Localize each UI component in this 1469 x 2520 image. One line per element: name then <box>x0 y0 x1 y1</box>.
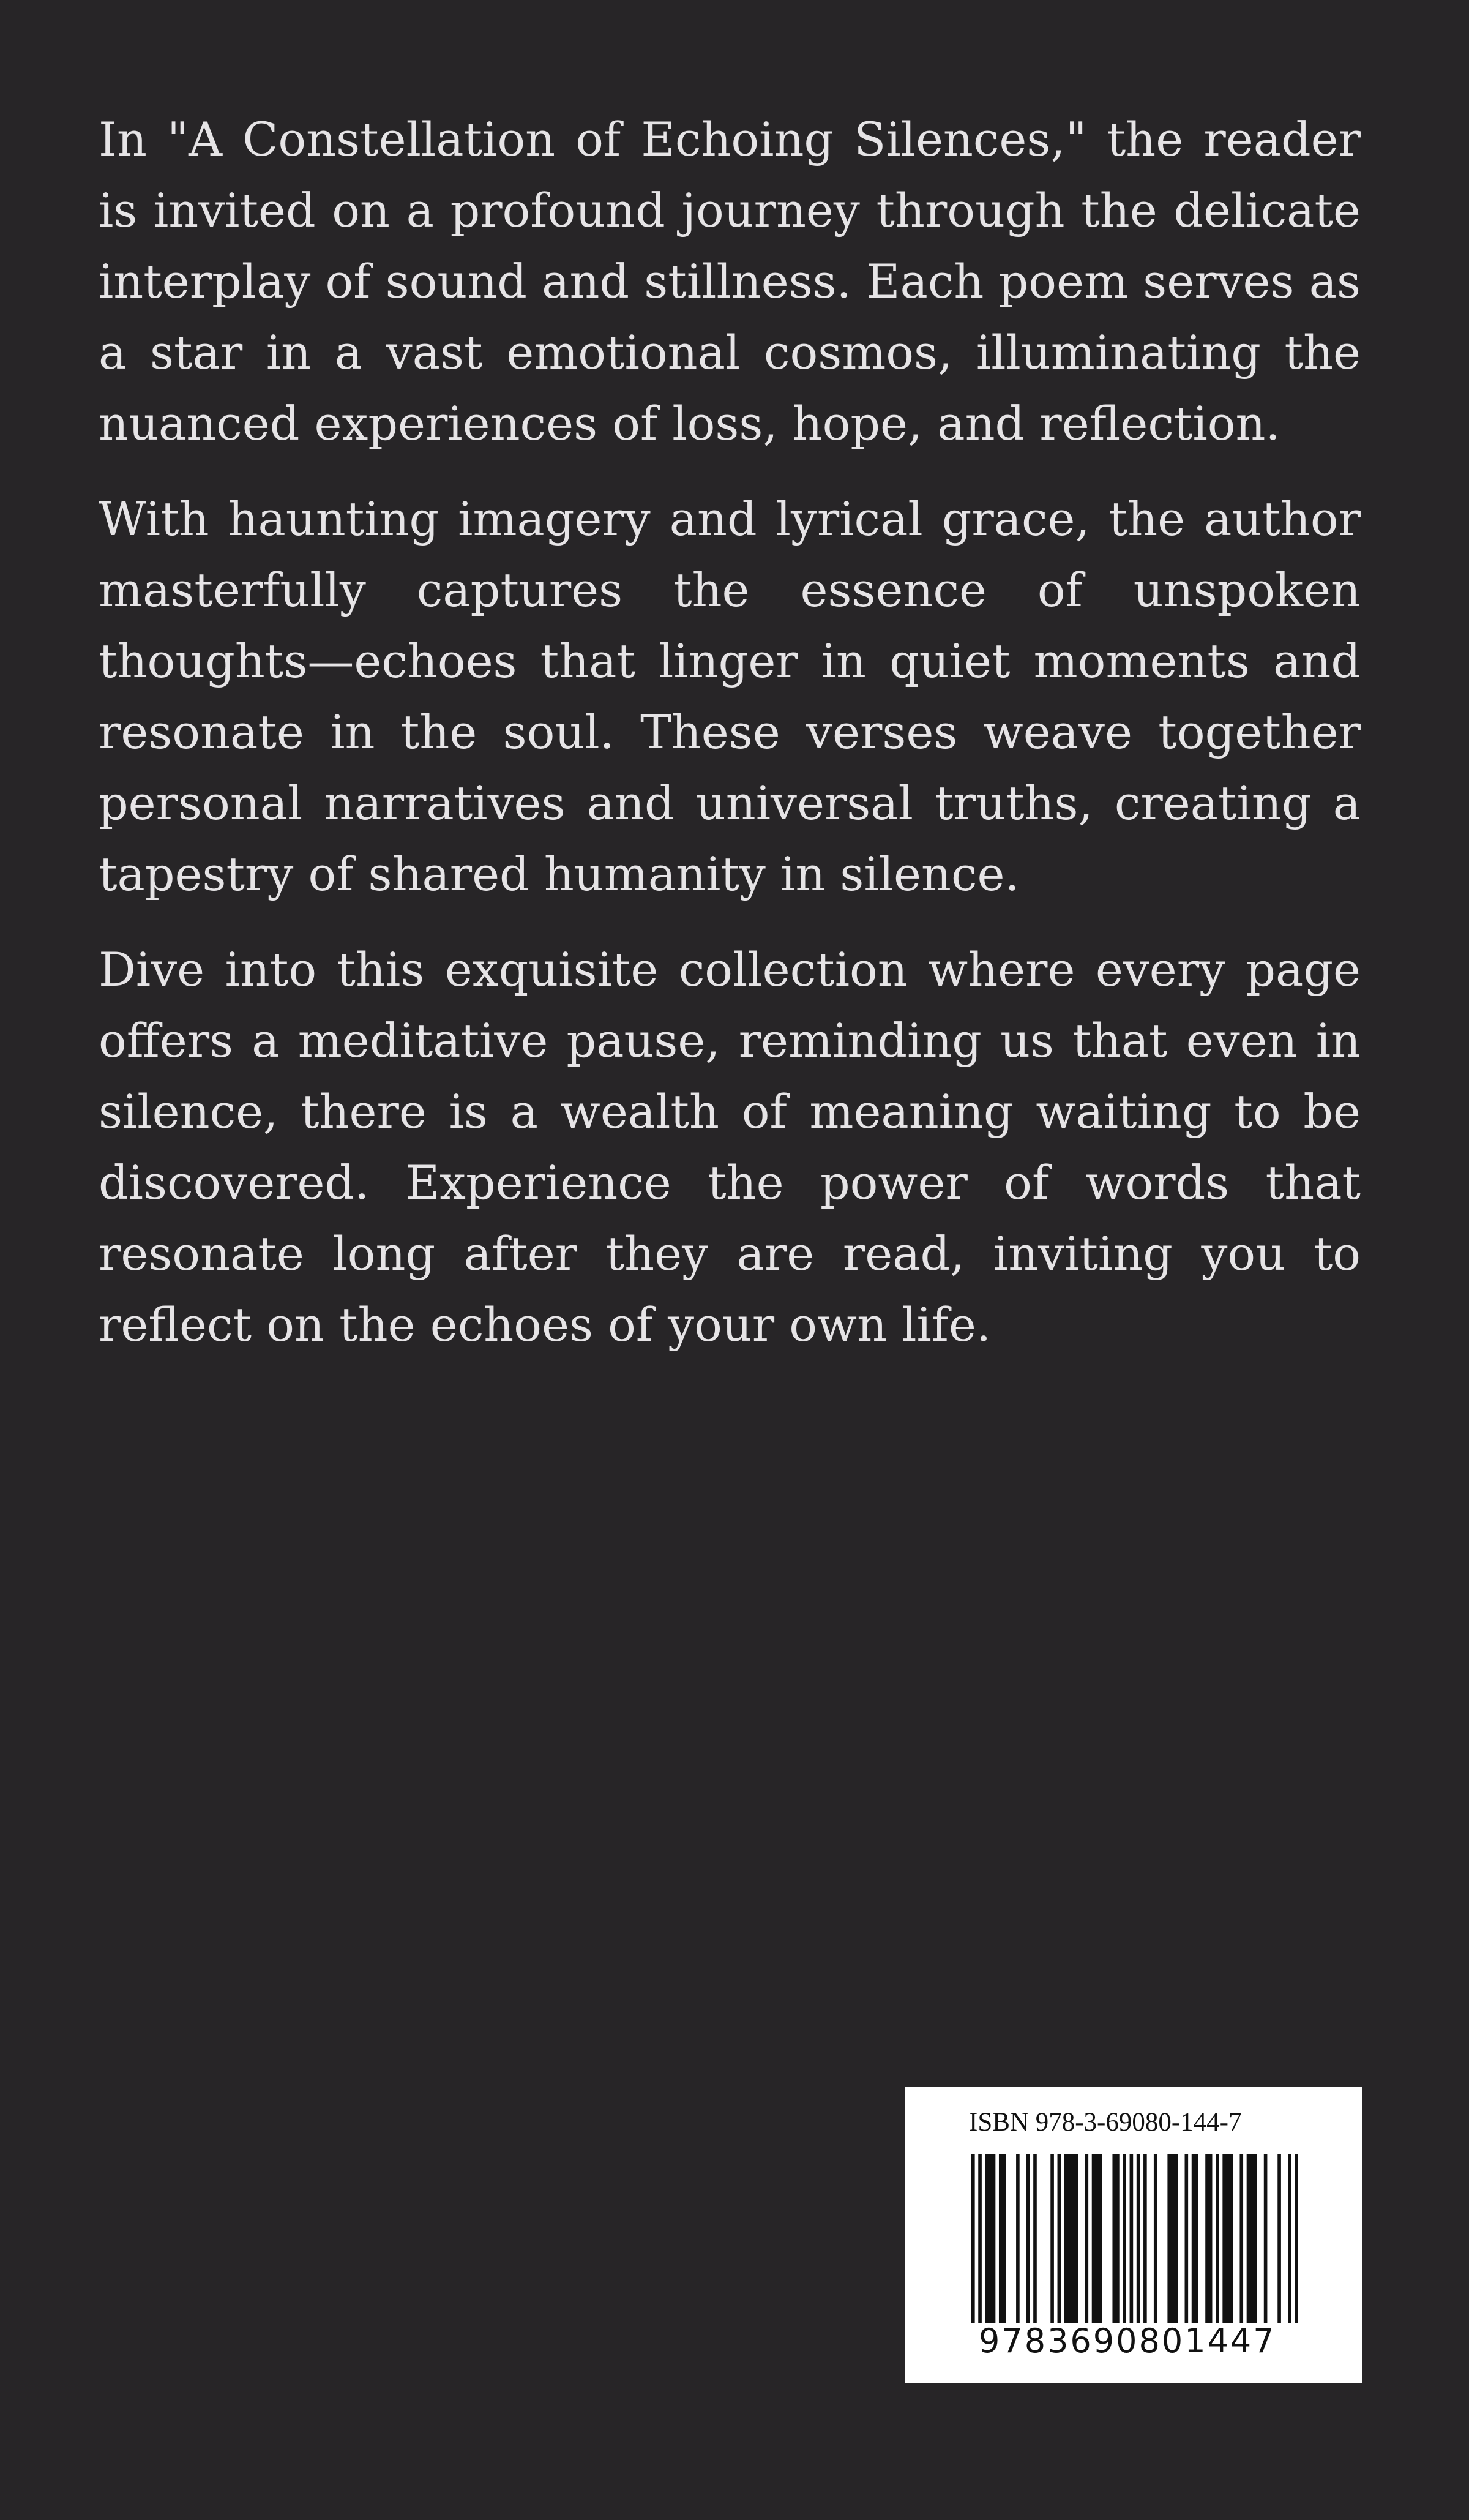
barcode-bar-14 <box>1130 2154 1134 2323</box>
barcode-bar-8 <box>1058 2154 1061 2323</box>
barcode-bar-20 <box>1192 2154 1198 2323</box>
barcode-bar-0 <box>971 2154 975 2323</box>
barcode-bar-27 <box>1277 2154 1281 2323</box>
barcode-bars <box>971 2154 1298 2323</box>
barcode-bar-5 <box>1026 2154 1030 2323</box>
barcode-bar-25 <box>1247 2154 1257 2323</box>
barcode-bar-1 <box>978 2154 982 2323</box>
barcode-bar-4 <box>1016 2154 1020 2323</box>
barcode-bar-13 <box>1123 2154 1126 2323</box>
barcode-bar-11 <box>1092 2154 1102 2323</box>
barcode-bar-6 <box>1033 2154 1037 2323</box>
barcode-bar-17 <box>1154 2154 1157 2323</box>
barcode-bar-18 <box>1167 2154 1178 2323</box>
back-cover-blurb <box>99 104 1361 1385</box>
blurb-paragraph-1: In "A Constellation of Echoing Silences," the reader is invited on a profound journey through the delicate interplay of sound and stillness. Each poem serves as a star in a vast emotional cosmos, illuminating the nuanced experiences of loss, hope, and reflection. <box>99 112 1361 451</box>
isbn-barcode-block <box>905 2087 1362 2383</box>
blurb-paragraph-2: With haunting imagery and lyrical grace, the author masterfully captures the essence of unspoken thoughts—echoes that linger in quiet moments and resonate in the soul. These verses weave together personal narratives and universal truths, creating a tapestry of shared humanity in silence. <box>99 492 1361 901</box>
barcode-bar-22 <box>1216 2154 1219 2323</box>
barcode-bar-28 <box>1288 2154 1291 2323</box>
blurb-paragraph-3: Dive into this exquisite collection where every page offers a meditative pause, reminding us that even in silence, there is a wealth of meaning waiting to be discovered. Experience the power of words that resonate long after they are read, inviting you to reflect on the echoes of your own life. <box>99 942 1361 1352</box>
barcode-bar-12 <box>1112 2154 1119 2323</box>
barcode-bar-15 <box>1137 2154 1140 2323</box>
barcode-bar-16 <box>1143 2154 1147 2323</box>
barcode-bar-2 <box>985 2154 995 2323</box>
barcode-bar-29 <box>1295 2154 1298 2323</box>
isbn-label: ISBN 978-3-69080-144-7 <box>969 2108 1242 2137</box>
barcode-number: 9783690801447 <box>979 2322 1276 2360</box>
barcode-bar-23 <box>1222 2154 1233 2323</box>
barcode-bar-3 <box>999 2154 1006 2323</box>
barcode-bar-10 <box>1085 2154 1088 2323</box>
barcode-bar-7 <box>1050 2154 1054 2323</box>
barcode-bar-21 <box>1205 2154 1212 2323</box>
barcode-bar-19 <box>1185 2154 1189 2323</box>
barcode-bar-26 <box>1264 2154 1268 2323</box>
barcode-bar-9 <box>1064 2154 1078 2323</box>
barcode-bar-24 <box>1239 2154 1243 2323</box>
